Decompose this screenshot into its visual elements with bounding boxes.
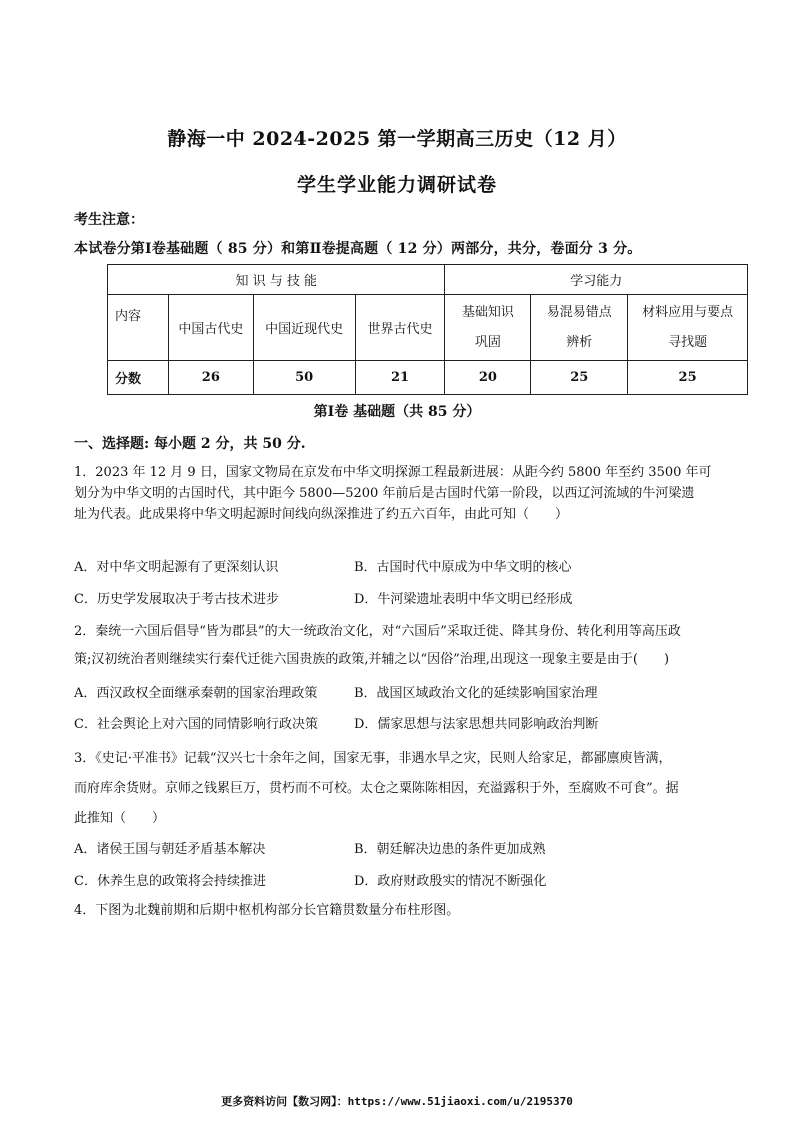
- column-header: 世界古代史: [355, 295, 445, 361]
- column-header: 中国近现代史: [253, 295, 355, 361]
- q1-option-b[interactable]: B．古国时代中原成为中华文明的核心: [354, 560, 572, 575]
- score-cell: 50: [253, 361, 355, 395]
- q1-option-d[interactable]: D．牛河梁遗址表明中华文明已经形成: [354, 592, 573, 607]
- score-table: [107, 264, 748, 395]
- score-cell: 20: [445, 361, 531, 395]
- column-header: 基础知识 巩固: [445, 295, 531, 361]
- q2-option-a[interactable]: A．西汉政权全面继承秦朝的国家治理政策: [74, 686, 318, 701]
- q3-option-a[interactable]: A．诸侯王国与朝廷矛盾基本解决: [74, 842, 266, 857]
- score-cell: 26: [168, 361, 253, 395]
- column-header: 材料应用与要点 寻找题: [628, 295, 748, 361]
- ability-group-header: 学习能力: [445, 265, 748, 295]
- score-row-label: 分数: [108, 361, 169, 395]
- content-row-label: 内容: [108, 295, 169, 361]
- q2-option-d[interactable]: D．儒家思想与法家思想共同影响政治判断: [354, 717, 599, 732]
- q1-option-a[interactable]: A．对中华文明起源有了更深刻认识: [74, 560, 279, 575]
- q3-option-d[interactable]: D．政府财政殷实的情况不断强化: [354, 874, 547, 889]
- score-cell: 25: [531, 361, 628, 395]
- score-cell: 25: [628, 361, 748, 395]
- q3-option-c[interactable]: C．休养生息的政策将会持续推进: [74, 874, 266, 889]
- column-header: 中国古代史: [168, 295, 253, 361]
- column-header: 易混易错点 辨析: [531, 295, 628, 361]
- q2-option-b[interactable]: B．战国区域政治文化的延续影响国家治理: [354, 686, 598, 701]
- exam-subtitle: 学生学业能力调研试卷: [296, 174, 497, 196]
- question-2: 2．秦统一六国后倡导“皆为郡县”的大一统政治文化，对“六国后”采取迁徙、降其身份、转化利用等高压政 策;汉初统治者则继续实行秦代迁徙六国贵族的政策,并辅之以“因俗”治理,出现这一现象主要是由于( ): [74, 624, 681, 667]
- footer-link[interactable]: 更多资料访问【数习网】：https://www.51jiaoxi.com/u/2195370: [221, 1095, 573, 1108]
- section-heading: 一、选择题: 每小题 2 分，共 50 分.: [74, 436, 306, 452]
- score-cell: 21: [355, 361, 445, 395]
- q3-option-b[interactable]: B．朝廷解决边患的条件更加成熟: [354, 842, 546, 857]
- part-title: 第Ⅰ卷 基础题（共 85 分）: [313, 404, 481, 420]
- exam-title: 静海一中 2024-2025 第一学期高三历史（12 月）: [167, 128, 627, 150]
- question-1: 1．2023 年 12 月 9 日，国家文物局在京发布中华文明探源工程最新进展：从距今约 5800 年至约 3500 年可 划分为中华文明的古国时代，其中距今 5800—5200 年前后是古国时代第一阶段，以西辽河流域的牛河梁遗 址为代表。此成果将中华文明起源时间线向纵深推进了约五六百年，由此可知（ ）: [74, 465, 712, 522]
- knowledge-group-header: 知 识 与 技 能: [108, 265, 445, 295]
- q1-option-c[interactable]: C．历史学发展取决于考古技术进步: [74, 592, 279, 607]
- question-4: 4．下图为北魏前期和后期中枢机构部分长官籍贯数量分布柱形图。: [74, 903, 460, 918]
- q2-option-c[interactable]: C．社会舆论上对六国的同情影响行政决策: [74, 717, 318, 732]
- question-3: 3．《史记·平准书》记载“汉兴七十余年之间，国家无事，非遇水旱之灾，民则人给家足，都鄙廪庾皆满， 而府库余货财。京师之钱累巨万，贯朽而不可校。太仓之粟陈陈相因，充溢露积于外，至腐败不可食”。据 此推知（ ）: [74, 751, 679, 826]
- notice-label: 考生注意：: [74, 212, 144, 228]
- notice-intro: 本试卷分第Ⅰ卷基础题（ 85 分）和第Ⅱ卷提高题（ 12 分）两部分，共分，卷面分 3 分。: [74, 241, 642, 257]
